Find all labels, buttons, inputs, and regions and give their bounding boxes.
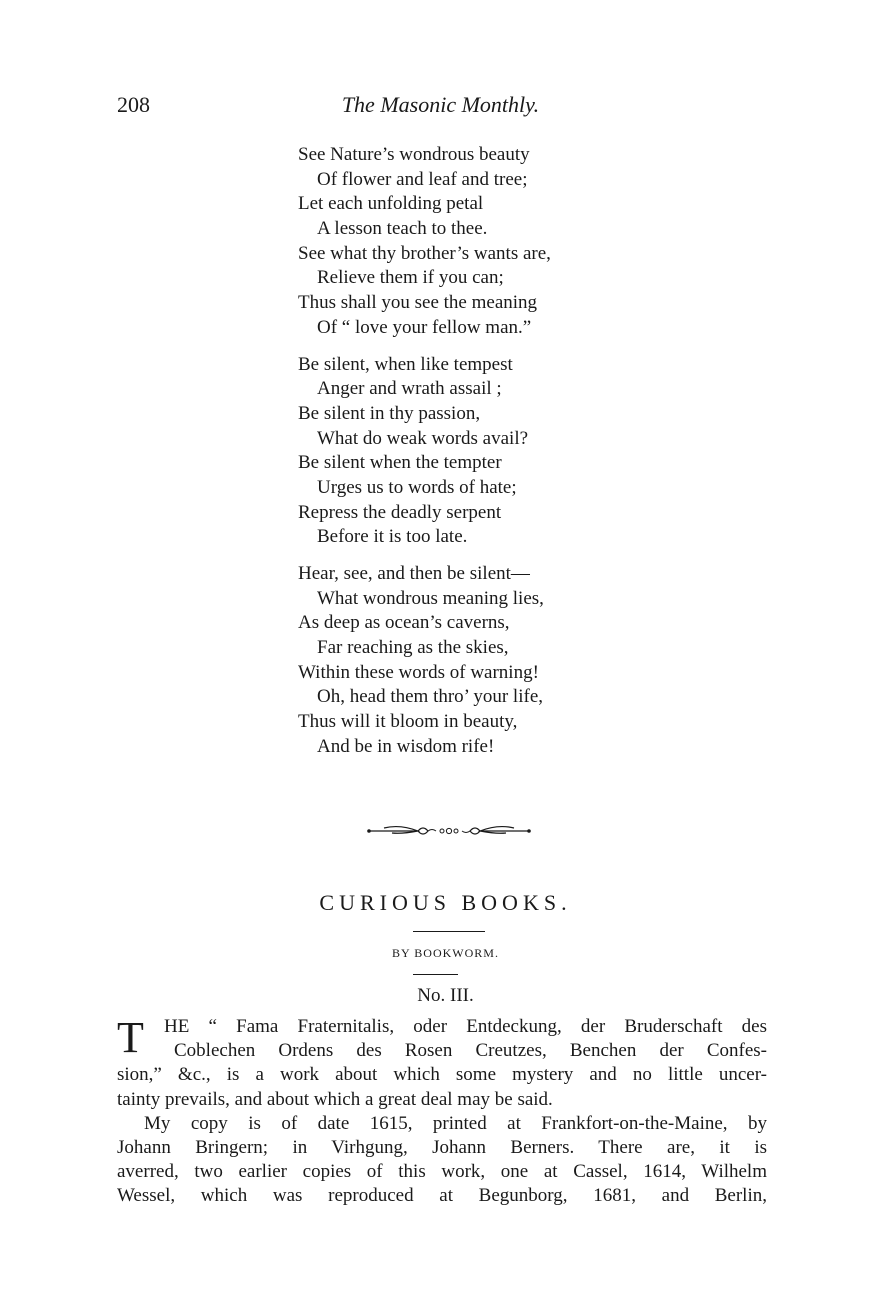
body-line: tainty prevails, and about which a great deal may be said. — [117, 1088, 553, 1110]
poem-line: What wondrous meaning lies, — [317, 587, 544, 609]
poem-line: Repress the deadly serpent — [298, 501, 502, 523]
poem-line: See what thy brother’s wants are, — [298, 242, 551, 264]
poem-line: See Nature’s wondrous beauty — [298, 144, 530, 165]
poem-line: And be in wisdom rife! — [317, 735, 495, 757]
byline-rule — [413, 974, 458, 975]
poem-line: Of “ love your fellow man.” — [317, 316, 532, 338]
poem-line: Thus will it bloom in beauty, — [298, 711, 518, 733]
poem-line: Urges us to words of hate; — [317, 476, 517, 498]
body-line: Coblechen Ordens des Rosen Creutzes, Benchen der Confes- — [174, 1040, 767, 1062]
poem-line: Of flower and leaf and tree; — [317, 168, 528, 190]
poem-stanza — [298, 562, 718, 760]
poem-stanza — [298, 143, 718, 341]
poem-line: Relieve them if you can; — [317, 267, 504, 289]
poem-line: Oh, head them thro’ your life, — [317, 686, 543, 708]
body-line: HE “ Fama Fraternitalis, oder Entdeckung, der Bruderschaft des — [164, 1016, 767, 1037]
poem-line: Thus shall you see the meaning — [298, 292, 538, 314]
poem-stanza — [298, 353, 718, 551]
poem-line: Before it is too late. — [317, 526, 468, 548]
poem-line: A lesson teach to thee. — [317, 218, 488, 240]
poem-line: Be silent when the tempter — [298, 452, 502, 474]
article-body — [117, 1015, 767, 1209]
poem — [298, 143, 718, 772]
article-number: No. III. — [417, 985, 474, 1006]
poem-line: Hear, see, and then be silent— — [298, 563, 530, 584]
poem-line: Be silent, when like tempest — [298, 353, 513, 375]
body-line: averred, two earlier copies of this work, one at Cassel, 1614, Wilhelm — [117, 1161, 767, 1183]
running-title: The Masonic Monthly. — [341, 92, 540, 117]
drop-cap: T — [117, 1013, 144, 1062]
poem-line: Far reaching as the skies, — [317, 637, 509, 659]
title-rule — [413, 931, 485, 932]
page-number: 208 — [117, 92, 150, 117]
article-title: CURIOUS BOOKS. — [319, 890, 572, 915]
poem-line: As deep as ocean’s caverns, — [298, 612, 510, 634]
body-line: My copy is of date 1615, printed at Frankfort-on-the-Maine, by — [144, 1112, 767, 1134]
poem-line: Be silent in thy passion, — [298, 402, 481, 424]
body-line: sion,” &c., is a work about which some mystery and no little uncer- — [117, 1064, 767, 1086]
poem-line: What do weak words avail? — [317, 427, 529, 449]
body-line: Wessel, which was reproduced at Begunborg, 1681, and Berlin, — [117, 1185, 767, 1207]
article-byline: BY BOOKWORM. — [392, 946, 499, 960]
poem-line: Anger and wrath assail ; — [317, 378, 502, 400]
body-line: Johann Bringern; in Virhgung, Johann Berners. There are, it is — [117, 1136, 767, 1158]
poem-line: Within these words of warning! — [298, 661, 539, 683]
ornament-divider-icon — [366, 820, 532, 842]
poem-line: Let each unfolding petal — [298, 193, 484, 215]
